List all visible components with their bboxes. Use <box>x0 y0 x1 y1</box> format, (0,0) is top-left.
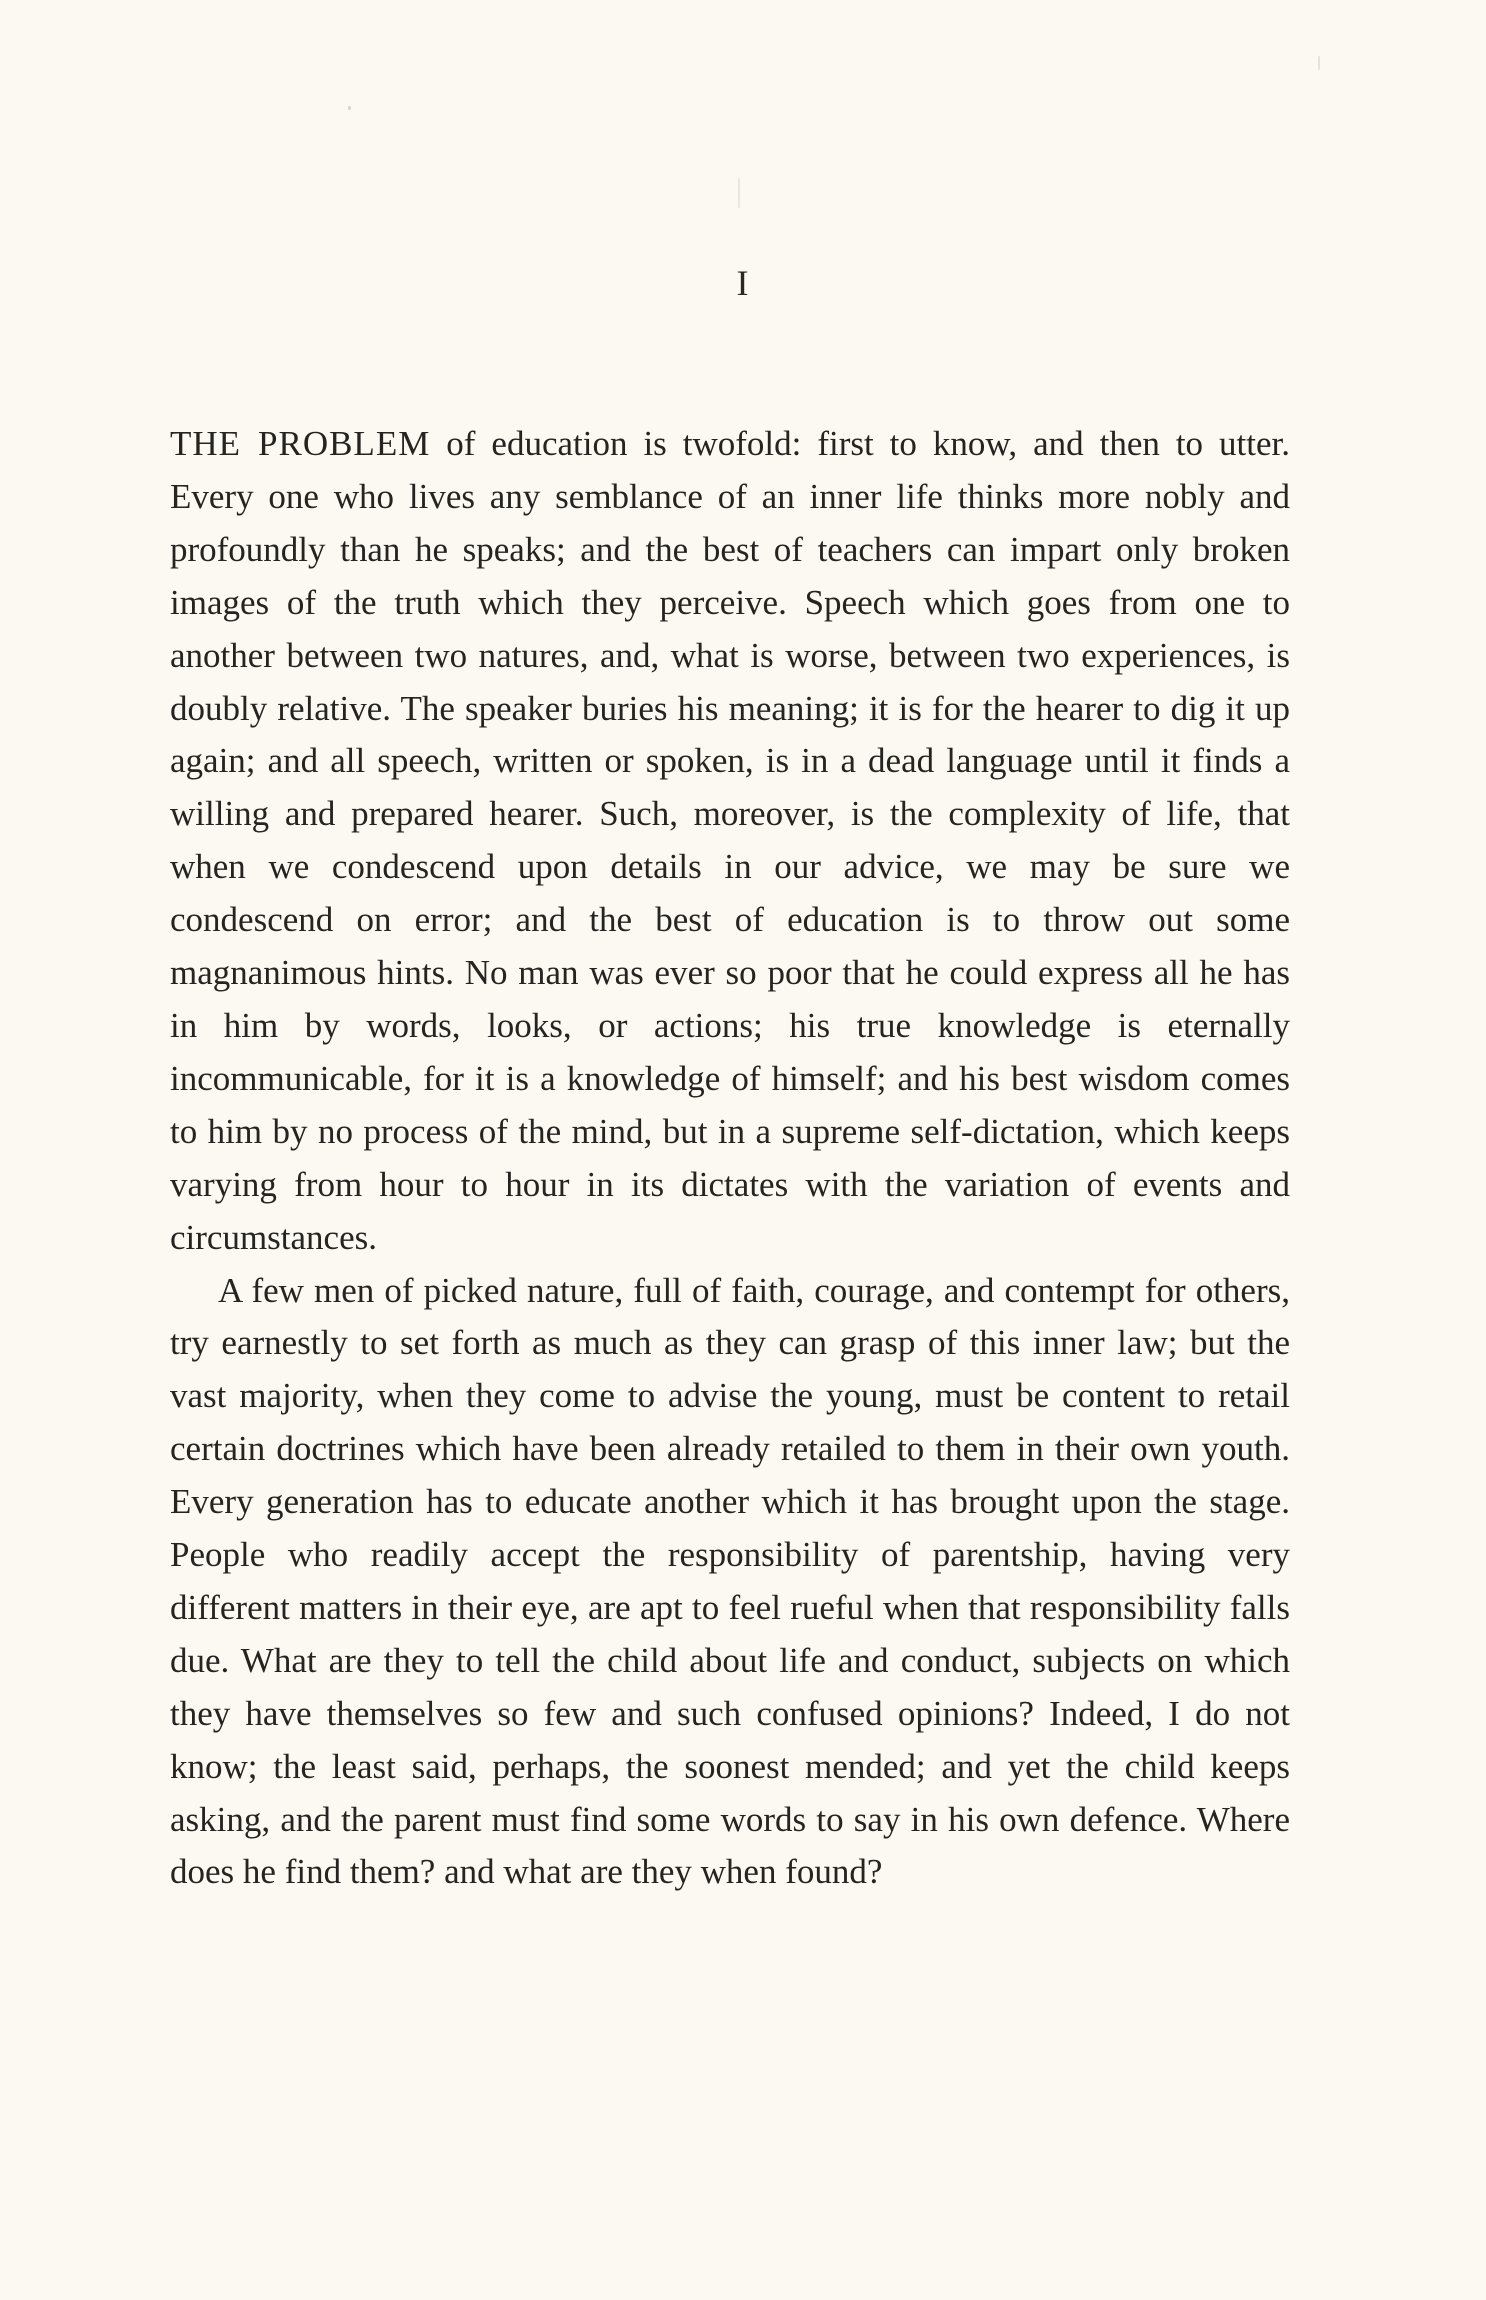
paragraph-1 <box>170 418 1290 1265</box>
paper-speck <box>348 106 351 110</box>
paper-speck <box>738 178 740 208</box>
paragraph-text: of education is twofold: first to know, and then to utter. Every one who lives any semblance of an inner life thinks more nobly and profoundly than he speaks; and the best of teachers can impart only broken images of the truth which they perceive. Speech which goes from one to another between two natures, and, what is worse, between two experiences, is doubly relative. The speaker buries his meaning; it is for the hearer to dig it up again; and all speech, written or spoken, is in a dead language until it finds a willing and prepared hearer. Such, moreover, is the complexity of life, that when we condescend upon details in our advice, we may be sure we condescend on error; and the best of education is to throw out some magnanimous hints. No man was ever so poor that he could express all he has in him by words, looks, or actions; his true knowledge is eternally incommunicable, for it is a knowledge of himself; and his best wisdom comes to him by no process of the mind, but in a supreme self-dictation, which keeps varying from hour to hour in its dictates with the variation of events and circumstances. <box>170 424 1290 1257</box>
body-text <box>170 418 1290 1899</box>
chapter-number: I <box>736 263 750 303</box>
paragraph-2 <box>170 1265 1290 1900</box>
paragraph-text: A few men of picked nature, full of faith, courage, and contempt for others, try earnestly to set forth as much as they can grasp of this inner law; but the vast majority, when they come to advise the young, must be content to retail certain doctrines which have been already retailed to them in their own youth. Every generation has to educate another which it has brought upon the stage. People who readily accept the responsibility of parentship, having very different matters in their eye, are apt to feel rueful when that responsibility falls due. What are they to tell the child about life and conduct, subjects on which they have themselves so few and such confused opinions? Indeed, I do not know; the least said, perhaps, the soonest mended; and yet the child keeps asking, and the parent must find some words to say in his own defence. Where does he find them? and what are they when found? <box>170 1270 1290 1892</box>
paragraph-lead: THE PROBLEM <box>170 424 431 463</box>
paper-speck <box>1318 56 1320 70</box>
